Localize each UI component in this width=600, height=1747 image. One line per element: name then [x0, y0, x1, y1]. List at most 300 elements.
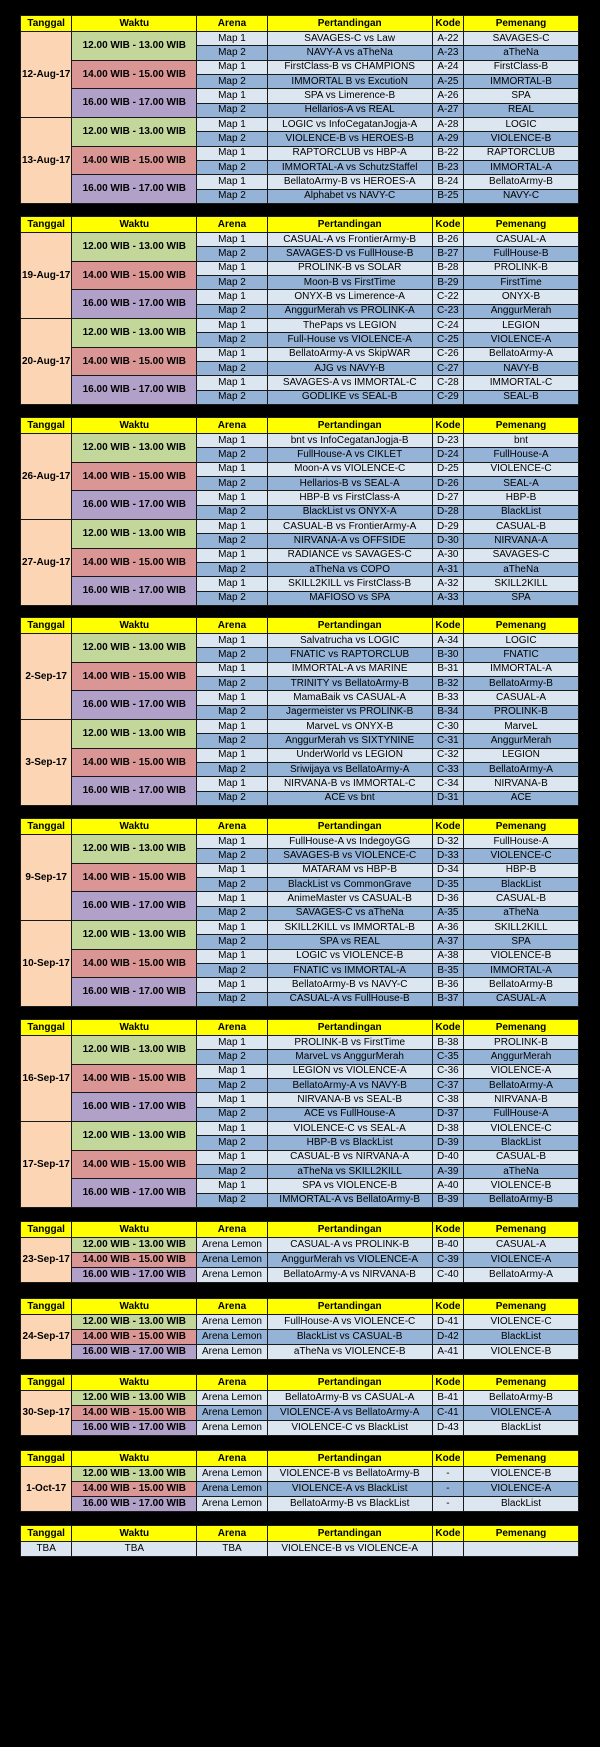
code-cell: C-22: [432, 290, 463, 304]
match-cell: SPA vs REAL: [267, 935, 432, 949]
winner-cell: NIRVANA-B: [464, 777, 579, 791]
code-cell: C-25: [432, 333, 463, 347]
arena-cell: Map 1: [197, 290, 267, 304]
arena-cell: Map 2: [197, 161, 267, 175]
code-cell: -: [432, 1497, 463, 1512]
code-cell: C-23: [432, 304, 463, 318]
winner-cell: SAVAGES-C: [464, 32, 579, 46]
arena-cell: Arena Lemon: [197, 1421, 267, 1436]
match-cell: FNATIC vs IMMORTAL-A: [267, 964, 432, 978]
winner-cell: CASUAL-A: [464, 691, 579, 705]
time-slot-cell: 14.00 WIB - 15.00 WIB: [72, 662, 197, 691]
header-code: Kode: [432, 1020, 463, 1036]
time-slot-cell: 14.00 WIB - 15.00 WIB: [72, 1253, 197, 1268]
date-cell: 19-Aug-17: [21, 233, 72, 319]
winner-cell: aTheNa: [464, 46, 579, 60]
winner-cell: LEGION: [464, 319, 579, 333]
code-cell: C-32: [432, 748, 463, 762]
code-cell: C-27: [432, 362, 463, 376]
match-cell: BellatoArmy-A vs NIRVANA-B: [267, 1268, 432, 1283]
code-cell: A-29: [432, 132, 463, 146]
time-slot-cell: 16.00 WIB - 17.00 WIB: [72, 290, 197, 319]
winner-cell: IMMORTAL-A: [464, 964, 579, 978]
arena-cell: Map 2: [197, 849, 267, 863]
arena-cell: Arena Lemon: [197, 1268, 267, 1283]
code-cell: A-31: [432, 563, 463, 577]
code-cell: D-30: [432, 534, 463, 548]
code-cell: D-25: [432, 462, 463, 476]
winner-cell: LEGION: [464, 748, 579, 762]
code-cell: C-26: [432, 347, 463, 361]
winner-cell: SEAL-A: [464, 477, 579, 491]
header-arena: Arena: [197, 418, 267, 434]
date-cell: 2-Sep-17: [21, 634, 72, 720]
header-arena: Arena: [197, 16, 267, 32]
header-arena: Arena: [197, 1020, 267, 1036]
winner-cell: SAVAGES-C: [464, 548, 579, 562]
winner-cell: FirstTime: [464, 276, 579, 290]
arena-cell: Map 2: [197, 1079, 267, 1093]
match-row: [21, 1421, 579, 1436]
winner-cell: FirstClass-B: [464, 60, 579, 74]
match-cell: Full-House vs VIOLENCE-A: [267, 333, 432, 347]
code-cell: D-24: [432, 448, 463, 462]
header-arena: Arena: [197, 618, 267, 634]
header-code: Kode: [432, 217, 463, 233]
match-cell: Salvatrucha vs LOGIC: [267, 634, 432, 648]
time-slot-cell: 16.00 WIB - 17.00 WIB: [72, 577, 197, 606]
final-block-1: [20, 1221, 579, 1283]
code-cell: A-37: [432, 935, 463, 949]
match-row: [21, 892, 579, 906]
match-cell: IMMORTAL B vs ExcutioN: [267, 75, 432, 89]
code-cell: C-36: [432, 1064, 463, 1078]
match-cell: BlackList vs ONYX-A: [267, 505, 432, 519]
code-cell: A-33: [432, 591, 463, 605]
match-row: [21, 520, 579, 534]
code-cell: B-36: [432, 978, 463, 992]
winner-cell: BellatoArmy-A: [464, 347, 579, 361]
winner-cell: SPA: [464, 591, 579, 605]
match-cell: MamaBaik vs CASUAL-A: [267, 691, 432, 705]
time-slot-cell: 14.00 WIB - 15.00 WIB: [72, 261, 197, 290]
match-row: [21, 376, 579, 390]
time-slot-cell: TBA: [72, 1542, 197, 1557]
arena-cell: Map 2: [197, 132, 267, 146]
winner-cell: AnggurMerah: [464, 1050, 579, 1064]
time-slot-cell: 16.00 WIB - 17.00 WIB: [72, 491, 197, 520]
arena-cell: Arena Lemon: [197, 1482, 267, 1497]
header-winner: Pemenang: [464, 1451, 579, 1467]
arena-cell: Map 1: [197, 1036, 267, 1050]
winner-cell: BellatoArmy-B: [464, 978, 579, 992]
header-time: Waktu: [72, 1222, 197, 1238]
match-cell: VIOLENCE-A vs BellatoArmy-A: [267, 1406, 432, 1421]
match-cell: FirstClass-B vs CHAMPIONS: [267, 60, 432, 74]
code-cell: C-38: [432, 1093, 463, 1107]
week-block-3-table: [20, 417, 579, 606]
header-code: Kode: [432, 16, 463, 32]
arena-cell: Map 1: [197, 175, 267, 189]
match-cell: SAVAGES-C vs Law: [267, 32, 432, 46]
winner-cell: VIOLENCE-B: [464, 132, 579, 146]
arena-cell: Map 1: [197, 634, 267, 648]
header-date: Tanggal: [21, 1020, 72, 1036]
arena-cell: Map 2: [197, 103, 267, 117]
arena-cell: Map 1: [197, 491, 267, 505]
match-row: [21, 1093, 579, 1107]
header-arena: Arena: [197, 1222, 267, 1238]
header-time: Waktu: [72, 1526, 197, 1542]
final-block-1-table: [20, 1221, 579, 1283]
arena-cell: Map 1: [197, 748, 267, 762]
tba-block: [20, 1525, 579, 1557]
code-cell: -: [432, 1482, 463, 1497]
match-cell: ThePaps vs LEGION: [267, 319, 432, 333]
match-row: [21, 434, 579, 448]
winner-cell: aTheNa: [464, 906, 579, 920]
match-cell: Jagermeister vs PROLINK-B: [267, 705, 432, 719]
arena-cell: Arena Lemon: [197, 1315, 267, 1330]
code-cell: C-31: [432, 734, 463, 748]
match-cell: bnt vs InfoCegatanJogja-B: [267, 434, 432, 448]
time-slot-cell: 14.00 WIB - 15.00 WIB: [72, 949, 197, 978]
winner-cell: HBP-B: [464, 863, 579, 877]
match-cell: BellatoArmy-A vs NAVY-B: [267, 1079, 432, 1093]
header-arena: Arena: [197, 1451, 267, 1467]
winner-cell: CASUAL-A: [464, 1238, 579, 1253]
match-cell: CASUAL-B vs FrontierArmy-A: [267, 520, 432, 534]
time-slot-cell: 12.00 WIB - 13.00 WIB: [72, 1238, 197, 1253]
code-cell: D-31: [432, 791, 463, 805]
arena-cell: Map 2: [197, 1193, 267, 1207]
match-cell: MATARAM vs HBP-B: [267, 863, 432, 877]
header-arena: Arena: [197, 1299, 267, 1315]
time-slot-cell: 12.00 WIB - 13.00 WIB: [72, 835, 197, 864]
arena-cell: Map 1: [197, 319, 267, 333]
header-date: Tanggal: [21, 1526, 72, 1542]
winner-cell: BlackList: [464, 1497, 579, 1512]
match-cell: aTheNa vs COPO: [267, 563, 432, 577]
code-cell: B-39: [432, 1193, 463, 1207]
arena-cell: Map 1: [197, 146, 267, 160]
time-slot-cell: 12.00 WIB - 13.00 WIB: [72, 921, 197, 950]
header-arena: Arena: [197, 1375, 267, 1391]
winner-cell: VIOLENCE-A: [464, 1253, 579, 1268]
match-cell: IMMORTAL-A vs SchutzStaffel: [267, 161, 432, 175]
match-cell: BellatoArmy-A vs SkipWAR: [267, 347, 432, 361]
match-row: [21, 175, 579, 189]
header-code: Kode: [432, 418, 463, 434]
code-cell: A-41: [432, 1345, 463, 1360]
time-slot-cell: 12.00 WIB - 13.00 WIB: [72, 1122, 197, 1151]
match-row: [21, 1122, 579, 1136]
time-slot-cell: 12.00 WIB - 13.00 WIB: [72, 233, 197, 262]
arena-cell: Map 2: [197, 1136, 267, 1150]
winner-cell: FullHouse-B: [464, 247, 579, 261]
match-cell: SPA vs VIOLENCE-B: [267, 1179, 432, 1193]
date-cell: 30-Sep-17: [21, 1391, 72, 1436]
arena-cell: Map 2: [197, 648, 267, 662]
header-match: Pertandingan: [267, 1451, 432, 1467]
header-time: Waktu: [72, 819, 197, 835]
match-row: [21, 290, 579, 304]
code-cell: C-33: [432, 763, 463, 777]
match-row: [21, 863, 579, 877]
time-slot-cell: 12.00 WIB - 13.00 WIB: [72, 434, 197, 463]
arena-cell: Map 2: [197, 75, 267, 89]
winner-cell: LOGIC: [464, 634, 579, 648]
arena-cell: Map 2: [197, 964, 267, 978]
header-date: Tanggal: [21, 1375, 72, 1391]
code-cell: D-35: [432, 878, 463, 892]
header-winner: Pemenang: [464, 1375, 579, 1391]
code-cell: B-26: [432, 233, 463, 247]
match-row: [21, 748, 579, 762]
date-cell: 1-Oct-17: [21, 1467, 72, 1512]
winner-cell: VIOLENCE-A: [464, 1482, 579, 1497]
header-winner: Pemenang: [464, 1299, 579, 1315]
match-cell: HBP-B vs FirstClass-A: [267, 491, 432, 505]
match-row: [21, 1482, 579, 1497]
match-row: [21, 347, 579, 361]
match-cell: LOGIC vs VIOLENCE-B: [267, 949, 432, 963]
header-row: [21, 819, 579, 835]
winner-cell: NIRVANA-B: [464, 1093, 579, 1107]
time-slot-cell: 14.00 WIB - 15.00 WIB: [72, 1482, 197, 1497]
match-cell: VIOLENCE-C vs BlackList: [267, 1421, 432, 1436]
time-slot-cell: 14.00 WIB - 15.00 WIB: [72, 347, 197, 376]
winner-cell: CASUAL-A: [464, 233, 579, 247]
header-winner: Pemenang: [464, 618, 579, 634]
arena-cell: Map 2: [197, 763, 267, 777]
arena-cell: Arena Lemon: [197, 1330, 267, 1345]
winner-cell: ACE: [464, 791, 579, 805]
match-cell: Hellarios-B vs SEAL-A: [267, 477, 432, 491]
match-row: [21, 233, 579, 247]
date-cell: 17-Sep-17: [21, 1122, 72, 1208]
code-cell: D-26: [432, 477, 463, 491]
match-cell: NAVY-A vs aTheNa: [267, 46, 432, 60]
code-cell: D-37: [432, 1107, 463, 1121]
winner-cell: SKILL2KILL: [464, 577, 579, 591]
arena-cell: Arena Lemon: [197, 1253, 267, 1268]
final-block-4-table: [20, 1450, 579, 1512]
header-row: [21, 16, 579, 32]
time-slot-cell: 12.00 WIB - 13.00 WIB: [72, 1315, 197, 1330]
week-block-5: [20, 818, 579, 1007]
code-cell: A-26: [432, 89, 463, 103]
winner-cell: SPA: [464, 89, 579, 103]
match-cell: ACE vs FullHouse-A: [267, 1107, 432, 1121]
arena-cell: Map 2: [197, 448, 267, 462]
arena-cell: Map 2: [197, 906, 267, 920]
header-row: [21, 1020, 579, 1036]
arena-cell: Map 2: [197, 276, 267, 290]
match-row: [21, 949, 579, 963]
date-cell: 3-Sep-17: [21, 720, 72, 806]
code-cell: B-25: [432, 189, 463, 203]
code-cell: D-23: [432, 434, 463, 448]
winner-cell: SPA: [464, 935, 579, 949]
header-row: [21, 1222, 579, 1238]
header-date: Tanggal: [21, 418, 72, 434]
winner-cell: HBP-B: [464, 491, 579, 505]
arena-cell: Map 2: [197, 505, 267, 519]
winner-cell: FNATIC: [464, 648, 579, 662]
date-cell: 16-Sep-17: [21, 1036, 72, 1122]
code-cell: B-27: [432, 247, 463, 261]
code-cell: B-23: [432, 161, 463, 175]
winner-cell: VIOLENCE-B: [464, 1467, 579, 1482]
match-cell: RAPTORCLUB vs HBP-A: [267, 146, 432, 160]
arena-cell: Map 1: [197, 949, 267, 963]
code-cell: A-25: [432, 75, 463, 89]
arena-cell: Map 1: [197, 520, 267, 534]
code-cell: A-39: [432, 1165, 463, 1179]
match-row: [21, 1179, 579, 1193]
code-cell: D-42: [432, 1330, 463, 1345]
winner-cell: VIOLENCE-C: [464, 462, 579, 476]
arena-cell: Arena Lemon: [197, 1391, 267, 1406]
winner-cell: AnggurMerah: [464, 304, 579, 318]
match-row: [21, 319, 579, 333]
date-cell: 10-Sep-17: [21, 921, 72, 1007]
arena-cell: Map 1: [197, 434, 267, 448]
winner-cell: BlackList: [464, 505, 579, 519]
header-match: Pertandingan: [267, 819, 432, 835]
match-cell: AnggurMerah vs PROLINK-A: [267, 304, 432, 318]
time-slot-cell: 12.00 WIB - 13.00 WIB: [72, 1467, 197, 1482]
code-cell: C-39: [432, 1253, 463, 1268]
code-cell: B-37: [432, 992, 463, 1006]
week-block-4-table: [20, 617, 579, 806]
header-time: Waktu: [72, 618, 197, 634]
match-row: [21, 548, 579, 562]
match-cell: SAVAGES-D vs FullHouse-B: [267, 247, 432, 261]
arena-cell: Map 1: [197, 662, 267, 676]
winner-cell: [464, 1542, 579, 1557]
winner-cell: ONYX-B: [464, 290, 579, 304]
arena-cell: Map 2: [197, 935, 267, 949]
header-match: Pertandingan: [267, 418, 432, 434]
arena-cell: Map 2: [197, 189, 267, 203]
week-block-4: [20, 617, 579, 806]
match-cell: Moon-A vs VIOLENCE-C: [267, 462, 432, 476]
match-row: [21, 577, 579, 591]
time-slot-cell: 14.00 WIB - 15.00 WIB: [72, 1064, 197, 1093]
time-slot-cell: 14.00 WIB - 15.00 WIB: [72, 1150, 197, 1179]
header-code: Kode: [432, 1299, 463, 1315]
match-cell: BlackList vs CommonGrave: [267, 878, 432, 892]
match-cell: SAVAGES-B vs VIOLENCE-C: [267, 849, 432, 863]
arena-cell: Map 2: [197, 878, 267, 892]
header-time: Waktu: [72, 217, 197, 233]
match-row: [21, 1064, 579, 1078]
header-time: Waktu: [72, 16, 197, 32]
code-cell: B-33: [432, 691, 463, 705]
match-row: [21, 1330, 579, 1345]
code-cell: C-29: [432, 390, 463, 404]
match-cell: VIOLENCE-C vs SEAL-A: [267, 1122, 432, 1136]
winner-cell: BellatoArmy-A: [464, 763, 579, 777]
arena-cell: Map 1: [197, 233, 267, 247]
arena-cell: Map 2: [197, 705, 267, 719]
header-code: Kode: [432, 618, 463, 634]
winner-cell: PROLINK-B: [464, 705, 579, 719]
arena-cell: Map 1: [197, 1064, 267, 1078]
match-cell: SKILL2KILL vs FirstClass-B: [267, 577, 432, 591]
final-block-2-table: [20, 1298, 579, 1360]
code-cell: A-30: [432, 548, 463, 562]
match-cell: LEGION vs VIOLENCE-A: [267, 1064, 432, 1078]
arena-cell: Map 1: [197, 376, 267, 390]
winner-cell: PROLINK-B: [464, 1036, 579, 1050]
header-row: [21, 1375, 579, 1391]
match-cell: FullHouse-A vs IndegoyGG: [267, 835, 432, 849]
code-cell: D-41: [432, 1315, 463, 1330]
match-cell: FullHouse-A vs CIKLET: [267, 448, 432, 462]
arena-cell: Map 1: [197, 548, 267, 562]
match-cell: Moon-B vs FirstTime: [267, 276, 432, 290]
match-cell: MAFIOSO vs SPA: [267, 591, 432, 605]
match-cell: MarveL vs AnggurMerah: [267, 1050, 432, 1064]
header-date: Tanggal: [21, 1451, 72, 1467]
header-winner: Pemenang: [464, 217, 579, 233]
match-cell: PROLINK-B vs FirstTime: [267, 1036, 432, 1050]
match-cell: Alphabet vs NAVY-C: [267, 189, 432, 203]
winner-cell: FullHouse-A: [464, 448, 579, 462]
code-cell: D-36: [432, 892, 463, 906]
match-cell: aTheNa vs SKILL2KILL: [267, 1165, 432, 1179]
match-cell: BellatoArmy-B vs BlackList: [267, 1497, 432, 1512]
arena-cell: Map 2: [197, 247, 267, 261]
code-cell: B-28: [432, 261, 463, 275]
time-slot-cell: 16.00 WIB - 17.00 WIB: [72, 376, 197, 405]
winner-cell: SEAL-B: [464, 390, 579, 404]
code-cell: A-32: [432, 577, 463, 591]
time-slot-cell: 16.00 WIB - 17.00 WIB: [72, 978, 197, 1007]
code-cell: A-22: [432, 32, 463, 46]
arena-cell: Map 2: [197, 591, 267, 605]
winner-cell: BellatoArmy-B: [464, 1391, 579, 1406]
header-match: Pertandingan: [267, 1375, 432, 1391]
match-cell: Hellarios-A vs REAL: [267, 103, 432, 117]
winner-cell: MarveL: [464, 720, 579, 734]
date-cell: 26-Aug-17: [21, 434, 72, 520]
time-slot-cell: 12.00 WIB - 13.00 WIB: [72, 1036, 197, 1065]
header-winner: Pemenang: [464, 1222, 579, 1238]
date-cell: 12-Aug-17: [21, 32, 72, 118]
code-cell: D-27: [432, 491, 463, 505]
match-row: [21, 921, 579, 935]
time-slot-cell: 12.00 WIB - 13.00 WIB: [72, 634, 197, 663]
week-block-3: [20, 417, 579, 606]
header-date: Tanggal: [21, 618, 72, 634]
arena-cell: Map 2: [197, 1050, 267, 1064]
code-cell: -: [432, 1467, 463, 1482]
winner-cell: BellatoArmy-B: [464, 1193, 579, 1207]
match-cell: FNATIC vs RAPTORCLUB: [267, 648, 432, 662]
match-cell: NIRVANA-A vs OFFSIDE: [267, 534, 432, 548]
match-cell: FullHouse-A vs VIOLENCE-C: [267, 1315, 432, 1330]
code-cell: B-32: [432, 677, 463, 691]
match-cell: CASUAL-A vs FrontierArmy-B: [267, 233, 432, 247]
arena-cell: Map 1: [197, 777, 267, 791]
header-time: Waktu: [72, 1299, 197, 1315]
winner-cell: BellatoArmy-B: [464, 175, 579, 189]
match-cell: SAVAGES-C vs aTheNa: [267, 906, 432, 920]
